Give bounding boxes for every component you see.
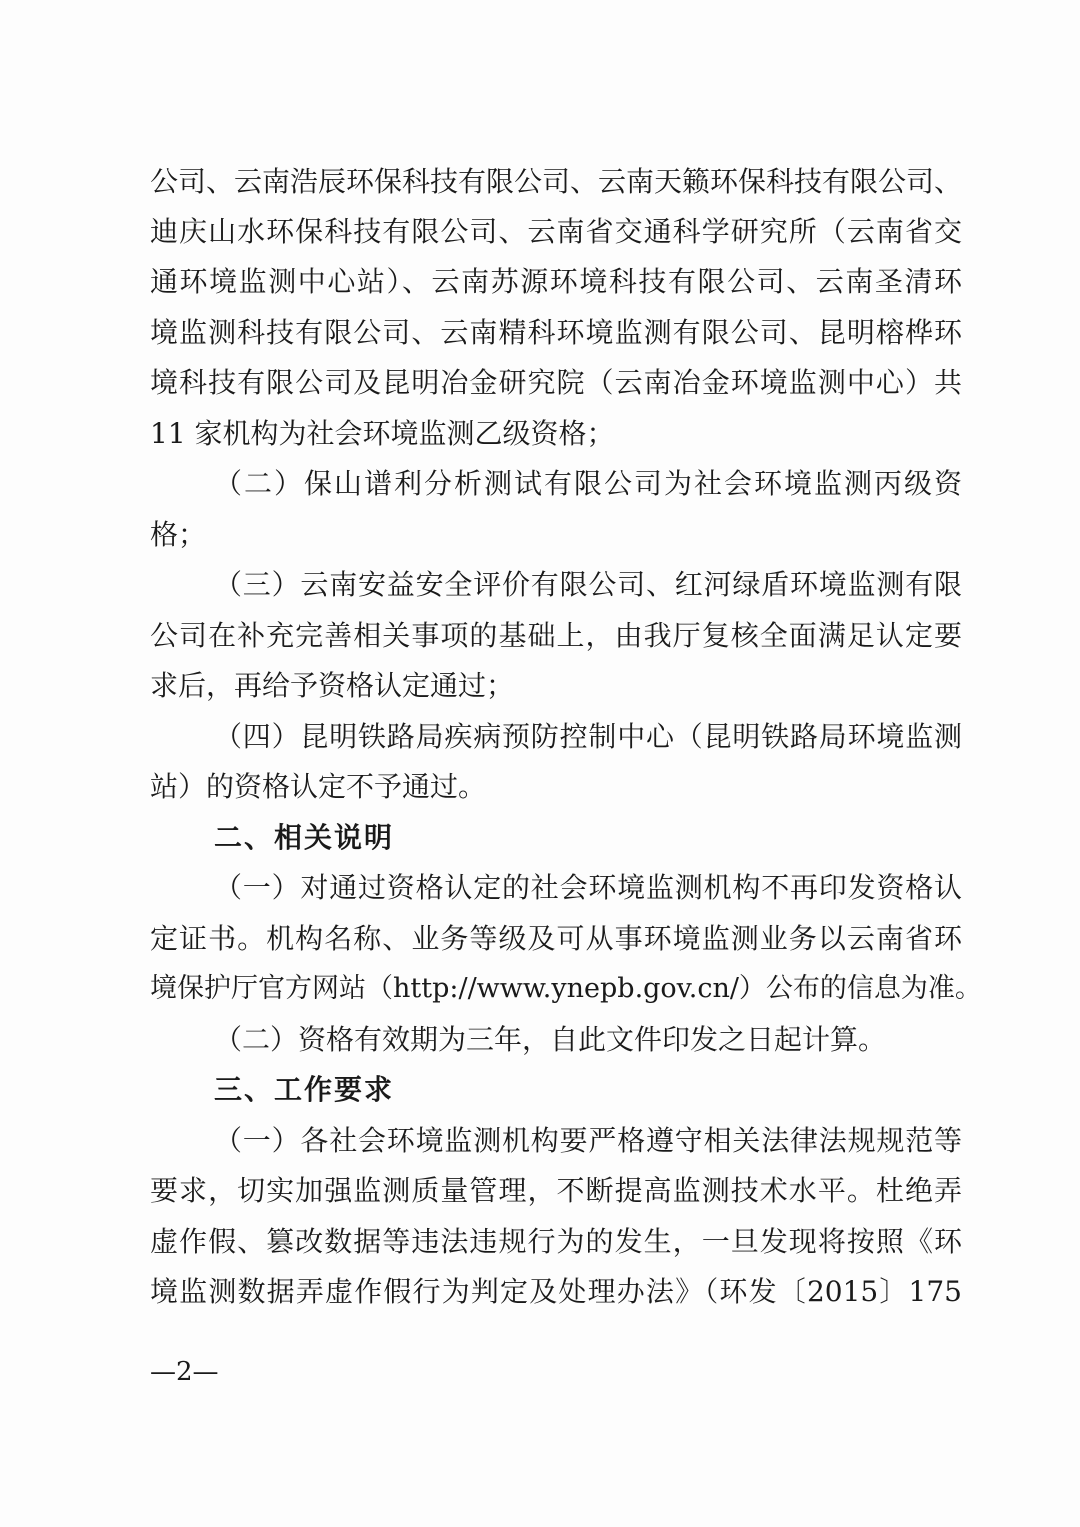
text-line-10: 公司在补充完善相关事项的基础上，由我厅复核全面满足认定要 xyxy=(150,619,962,652)
text-line-4: 境监测科技有限公司、云南精科环境监测有限公司、昆明榕桦环 xyxy=(150,316,962,349)
text-line-13: 站）的资格认定不予通过。 xyxy=(150,770,487,803)
section-heading-2: 二、相关说明 xyxy=(214,821,395,854)
text-line-16: 境保护厅官方网站（http://www.ynepb.gov.cn/）公布的信息为准。 xyxy=(150,973,982,1004)
text-line-14: （一）对通过资格认定的社会环境监测机构不再印发资格认 xyxy=(214,871,962,904)
page-number: —2— xyxy=(150,1357,219,1387)
text-line-19: 要求，切实加强监测质量管理，不断提高监测技术水平。杜绝弄 xyxy=(150,1174,962,1207)
text-line-9: （三）云南安益安全评价有限公司、红河绿盾环境监测有限 xyxy=(214,568,962,601)
text-line-7: （二）保山谱利分析测试有限公司为社会环境监测丙级资 xyxy=(214,467,962,500)
text-line-15: 定证书。机构名称、业务等级及可从事环境监测业务以云南省环 xyxy=(150,922,962,955)
text-line-20: 虚作假、篡改数据等违法违规行为的发生，一旦发现将按照《环 xyxy=(150,1225,962,1258)
text-line-2: 迪庆山水环保科技有限公司、云南省交通科学研究所（云南省交 xyxy=(150,215,962,248)
text-line-1: 公司、云南浩辰环保科技有限公司、云南天籁环保科技有限公司、 xyxy=(150,165,963,198)
text-line-8: 格； xyxy=(150,518,207,551)
text-line-21: 境监测数据弄虚作假行为判定及处理办法》（环发〔2015〕175 xyxy=(150,1275,962,1308)
text-line-5: 境科技有限公司及昆明冶金研究院（云南冶金环境监测中心）共 xyxy=(150,366,962,399)
text-line-6: 11 家机构为社会环境监测乙级资格； xyxy=(150,417,615,450)
text-line-11: 求后，再给予资格认定通过； xyxy=(150,669,515,702)
text-line-3: 通环境监测中心站）、云南苏源环境科技有限公司、云南圣清环 xyxy=(150,265,962,298)
section-heading-3: 三、工作要求 xyxy=(214,1073,395,1106)
text-line-18: （一）各社会环境监测机构要严格遵守相关法律法规规范等 xyxy=(214,1124,962,1157)
text-line-12: （四）昆明铁路局疾病预防控制中心（昆明铁路局环境监测 xyxy=(214,720,962,753)
text-line-17: （二）资格有效期为三年，自此文件印发之日起计算。 xyxy=(214,1023,887,1056)
